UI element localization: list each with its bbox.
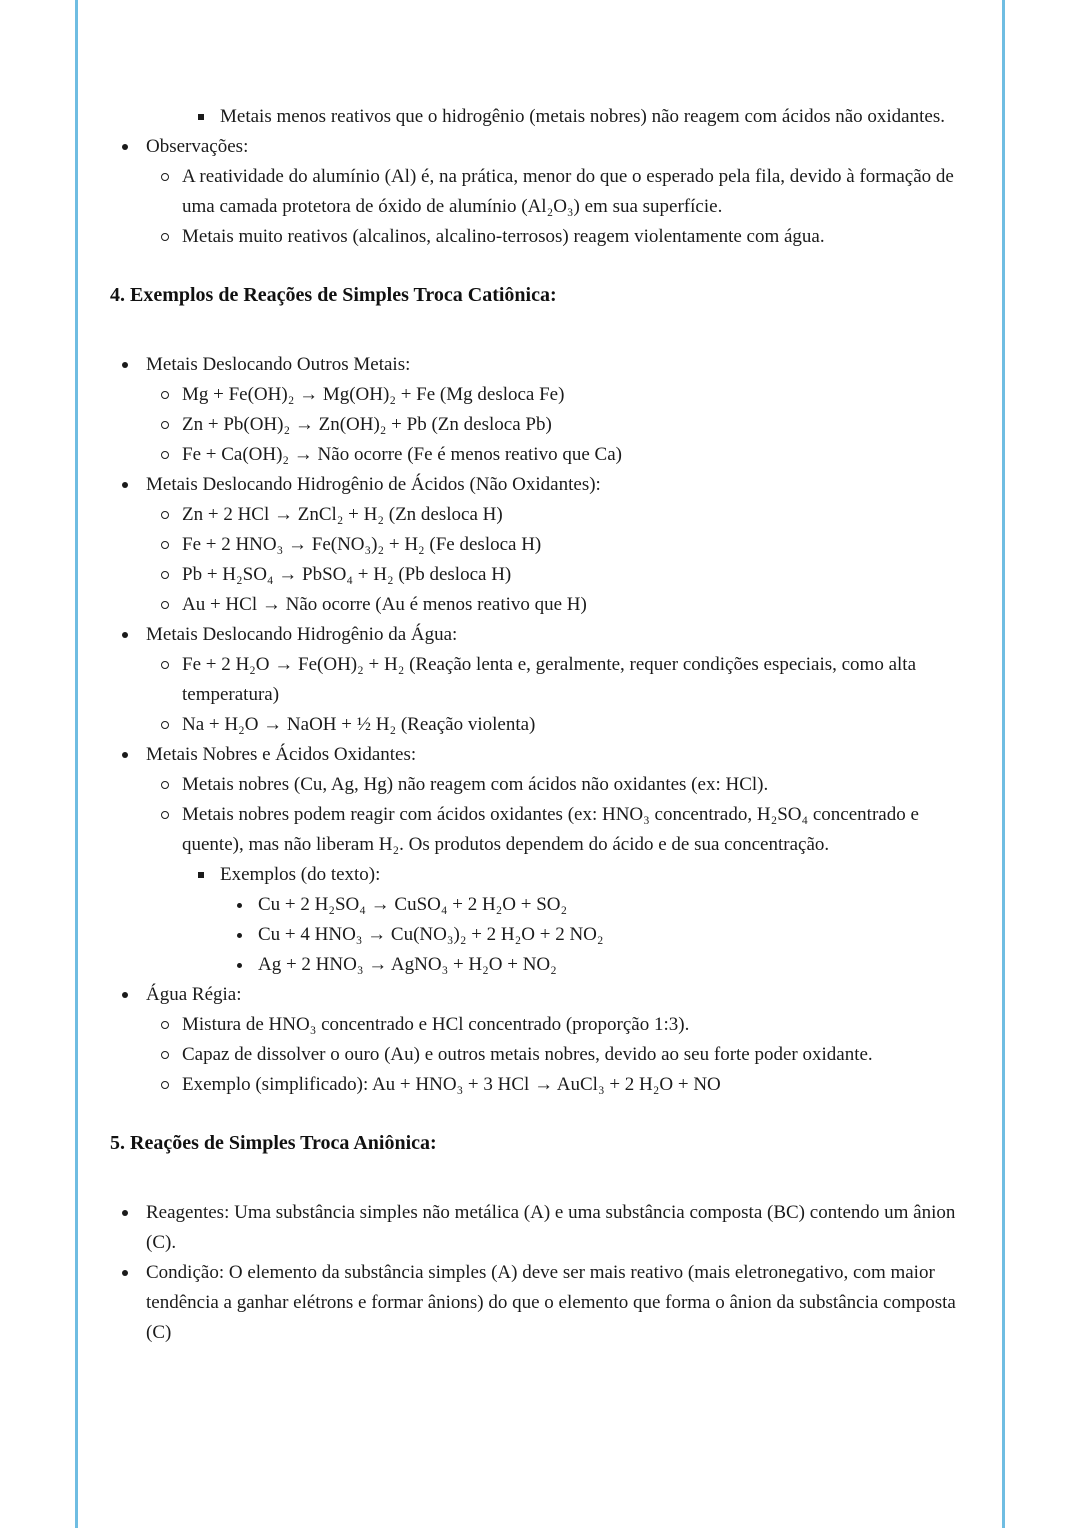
section-5-heading: 5. Reações de Simples Troca Aniônica: (110, 1132, 437, 1154)
bullet-disc-icon (237, 933, 242, 938)
bullet-circle-icon (161, 1081, 169, 1089)
list-item (110, 380, 970, 410)
section-4-list (110, 350, 970, 1100)
bullet-disc-icon (237, 963, 242, 968)
page-border-left (75, 0, 78, 1528)
list-item (110, 1070, 970, 1100)
bullet-circle-icon (161, 721, 169, 729)
list-item (110, 980, 970, 1010)
list-item-text: Metais menos reativos que o hidrogênio (metais nobres) não reagem com ácidos não oxidantes. (220, 106, 945, 127)
list-item-text: Observações: (146, 136, 249, 157)
list-item-text: Mistura de HNO₃ concentrado e HCl concentrado (proporção 1:3). (182, 1014, 690, 1035)
list-item-text: Exemplo (simplificado): Au + HNO₃ + 3 HCl → AuCl₃ + 2 H₂O + NO (182, 1074, 721, 1095)
list-item-text: Zn + Pb(OH)₂ → Zn(OH)₂ + Pb (Zn desloca Pb) (182, 414, 552, 435)
section-4-heading: 4. Exemplos de Reações de Simples Troca Catiônica: (110, 284, 557, 306)
list-item (110, 132, 970, 162)
list-item (110, 530, 970, 560)
list-item (110, 470, 970, 500)
bullet-circle-icon (161, 451, 169, 459)
bullet-circle-icon (161, 601, 169, 609)
list-item (110, 222, 970, 252)
bullet-circle-icon (161, 811, 169, 819)
list-item (110, 1010, 970, 1040)
list-item (110, 740, 970, 770)
list-item-text: Cu + 4 HNO₃ → Cu(NO₃)₂ + 2 H₂O + 2 NO₂ (258, 924, 604, 945)
bullet-disc-icon (122, 1270, 128, 1276)
list-item (110, 560, 970, 590)
bullet-circle-icon (161, 661, 169, 669)
bullet-disc-icon (122, 992, 128, 998)
list-item-text: Metais muito reativos (alcalinos, alcalino-terrosos) reagem violentamente com água. (182, 226, 825, 247)
list-item (110, 1198, 970, 1258)
list-item-text: Metais Deslocando Hidrogênio de Ácidos (Não Oxidantes): (146, 474, 601, 495)
list-item (110, 950, 970, 980)
list-item (110, 860, 970, 890)
bullet-circle-icon (161, 1051, 169, 1059)
bullet-disc-icon (122, 632, 128, 638)
list-item-text: Zn + 2 HCl → ZnCl₂ + H₂ (Zn desloca H) (182, 504, 503, 525)
list-item-text: Metais Nobres e Ácidos Oxidantes: (146, 744, 417, 765)
bullet-disc-icon (237, 903, 242, 908)
bullet-disc-icon (122, 362, 128, 368)
list-item (110, 440, 970, 470)
bullet-circle-icon (161, 173, 169, 181)
section-5-list (110, 1198, 970, 1348)
list-item-text: Cu + 2 H₂SO₄ → CuSO₄ + 2 H₂O + SO₂ (258, 894, 568, 915)
list-item (110, 620, 970, 650)
list-item-text: Metais nobres (Cu, Ag, Hg) não reagem com ácidos não oxidantes (ex: HCl). (182, 774, 769, 795)
list-item (110, 650, 970, 710)
list-item-text: Reagentes: Uma substância simples não metálica (A) e uma substância composta (BC) contendo um ânion (C). (146, 1202, 956, 1253)
list-item-text: Au + HCl → Não ocorre (Au é menos reativo que H) (182, 594, 587, 615)
list-item (110, 890, 970, 920)
list-item (110, 800, 970, 860)
list-item-text: Fe + 2 HNO₃ → Fe(NO₃)₂ + H₂ (Fe desloca H) (182, 534, 542, 555)
list-item-text: Condição: O elemento da substância simples (A) deve ser mais reativo (mais eletronegativo, com maior tendência a ganhar elétrons e formar ânions) do que o elemento que forma o ânion da substância composta (C) (146, 1262, 956, 1343)
list-item (110, 500, 970, 530)
bullet-disc-icon (122, 482, 128, 488)
page-border-right (1002, 0, 1005, 1528)
bullet-disc-icon (122, 144, 128, 150)
list-item (110, 162, 970, 222)
bullet-square-icon (198, 114, 204, 120)
bullet-circle-icon (161, 421, 169, 429)
list-item-text: Exemplos (do texto): (220, 864, 381, 885)
list-item-text: Fe + Ca(OH)₂ → Não ocorre (Fe é menos reativo que Ca) (182, 444, 622, 465)
bullet-disc-icon (122, 1210, 128, 1216)
list-item-text: Metais Deslocando Hidrogênio da Água: (146, 624, 458, 645)
bullet-circle-icon (161, 571, 169, 579)
intro-list (110, 102, 970, 252)
list-item-text: Metais nobres podem reagir com ácidos oxidantes (ex: HNO₃ concentrado, H₂SO₄ concentrado e quente), mas não liberam H₂. Os produtos dependem do ácido e de sua concentração. (182, 804, 919, 855)
list-item-text: Água Régia: (146, 984, 242, 1005)
list-item-text: Metais Deslocando Outros Metais: (146, 354, 411, 375)
list-item (110, 410, 970, 440)
list-item (110, 1040, 970, 1070)
bullet-circle-icon (161, 233, 169, 241)
bullet-circle-icon (161, 391, 169, 399)
list-item-text: Ag + 2 HNO₃ → AgNO₃ + H₂O + NO₂ (258, 954, 557, 975)
list-item-text: Fe + 2 H₂O → Fe(OH)₂ + H₂ (Reação lenta e, geralmente, requer condições especiais, como alta temperatura) (182, 654, 917, 705)
bullet-square-icon (198, 872, 204, 878)
list-item-text: Pb + H₂SO₄ → PbSO₄ + H₂ (Pb desloca H) (182, 564, 512, 585)
list-item-text: A reatividade do alumínio (Al) é, na prática, menor do que o esperado pela fila, devido à formação de uma camada protetora de óxido de alumínio (Al₂O₃) em sua superfície. (182, 166, 954, 217)
list-item-text: Na + H₂O → NaOH + ½ H₂ (Reação violenta) (182, 714, 536, 735)
bullet-disc-icon (122, 752, 128, 758)
list-item (110, 920, 970, 950)
list-item (110, 770, 970, 800)
bullet-circle-icon (161, 781, 169, 789)
bullet-circle-icon (161, 1021, 169, 1029)
bullet-circle-icon (161, 541, 169, 549)
list-item-text: Capaz de dissolver o ouro (Au) e outros metais nobres, devido ao seu forte poder oxidante. (182, 1044, 873, 1065)
bullet-circle-icon (161, 511, 169, 519)
list-item (110, 350, 970, 380)
list-item (110, 710, 970, 740)
document-content (110, 0, 970, 1348)
list-item (110, 102, 970, 132)
list-item-text: Mg + Fe(OH)₂ → Mg(OH)₂ + Fe (Mg desloca Fe) (182, 384, 565, 405)
list-item (110, 1258, 970, 1348)
list-item (110, 590, 970, 620)
